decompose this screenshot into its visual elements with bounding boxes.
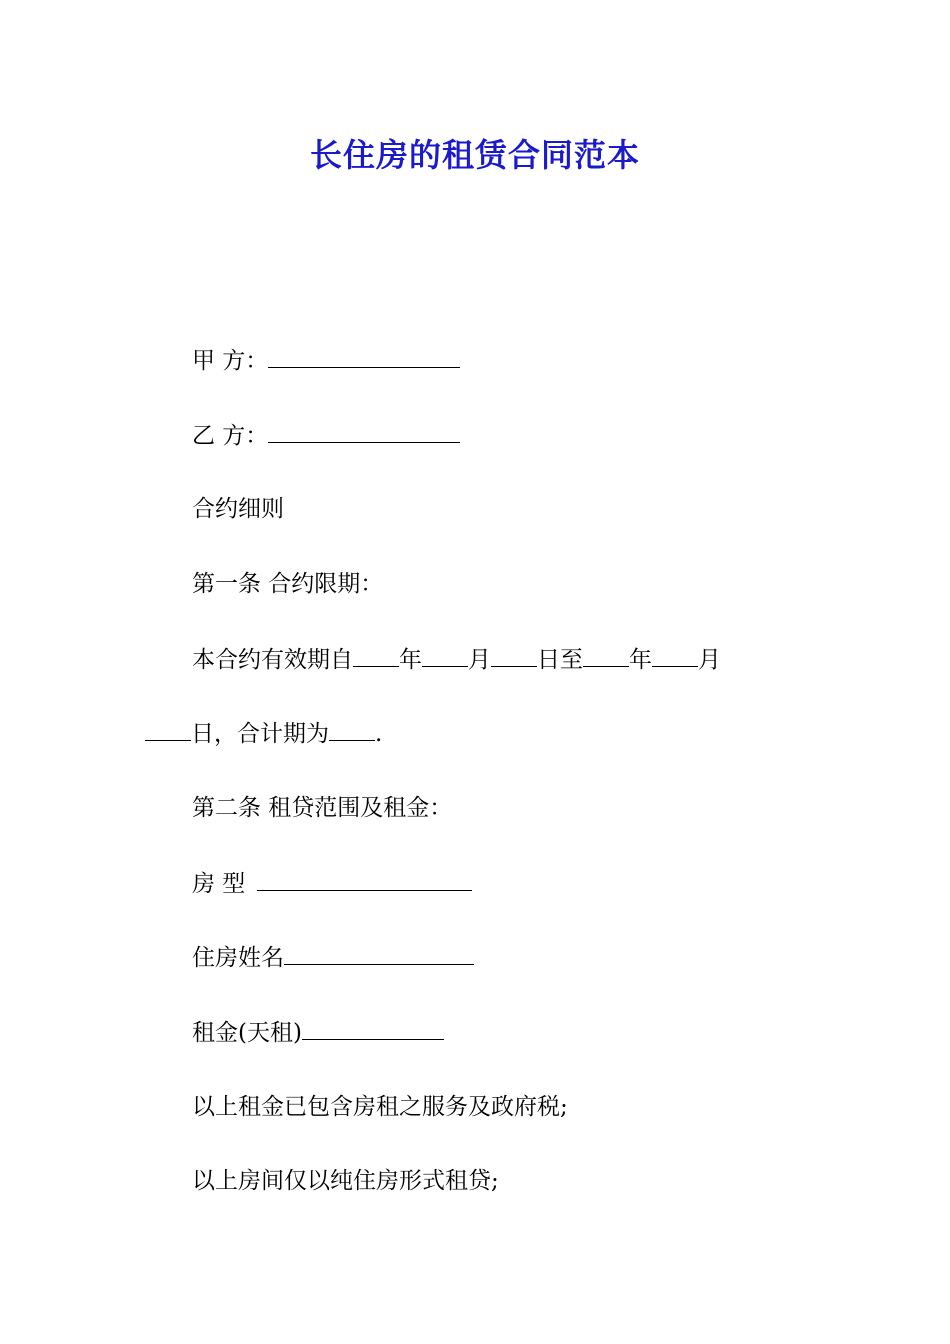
party-b-line xyxy=(192,420,460,451)
month-label-2: 月 xyxy=(698,647,721,673)
room-type-line xyxy=(192,868,472,899)
rent-blank xyxy=(302,1017,444,1040)
document-title: 长住房的租赁合同范本 xyxy=(309,136,640,174)
start-day-blank xyxy=(491,644,537,667)
start-month-blank xyxy=(422,644,468,667)
end-year-blank xyxy=(583,644,629,667)
room-type-label: 房 型 xyxy=(192,871,246,897)
rent-line xyxy=(192,1017,444,1048)
month-label: 月 xyxy=(468,647,491,673)
party-a-label: 甲 方： xyxy=(192,348,269,374)
party-a-blank xyxy=(268,345,460,368)
rent-note-1: 以上租金已包含房租之服务及政府税; xyxy=(192,1094,568,1120)
period-end: . xyxy=(375,721,383,747)
day-to-label: 日至 xyxy=(537,647,583,673)
end-day-blank xyxy=(145,718,191,741)
rent-note-2: 以上房间仅以纯住房形式租贷; xyxy=(192,1168,499,1194)
resident-name-label: 住房姓名 xyxy=(192,945,284,971)
article1-term-line xyxy=(192,644,721,675)
year-label: 年 xyxy=(399,647,422,673)
start-year-blank xyxy=(353,644,399,667)
resident-name-blank xyxy=(284,942,474,965)
article1-heading: 第一条 合约限期： xyxy=(192,571,384,597)
article2-heading: 第二条 租贷范围及租金： xyxy=(192,795,453,821)
year-label-2: 年 xyxy=(629,647,652,673)
section-heading: 合约细则 xyxy=(192,496,284,522)
resident-name-line xyxy=(192,942,474,973)
article1-term-line-2 xyxy=(145,718,382,749)
party-b-blank xyxy=(268,420,460,443)
party-b-label: 乙 方： xyxy=(192,423,269,449)
day-total-label: 日，合计期为 xyxy=(191,721,329,747)
term-text-start: 本合约有效期自 xyxy=(192,647,353,673)
rent-label: 租金(天租) xyxy=(192,1020,302,1046)
end-month-blank xyxy=(652,644,698,667)
room-type-blank xyxy=(257,868,472,891)
period-blank xyxy=(329,718,375,741)
party-a-line xyxy=(192,345,460,376)
